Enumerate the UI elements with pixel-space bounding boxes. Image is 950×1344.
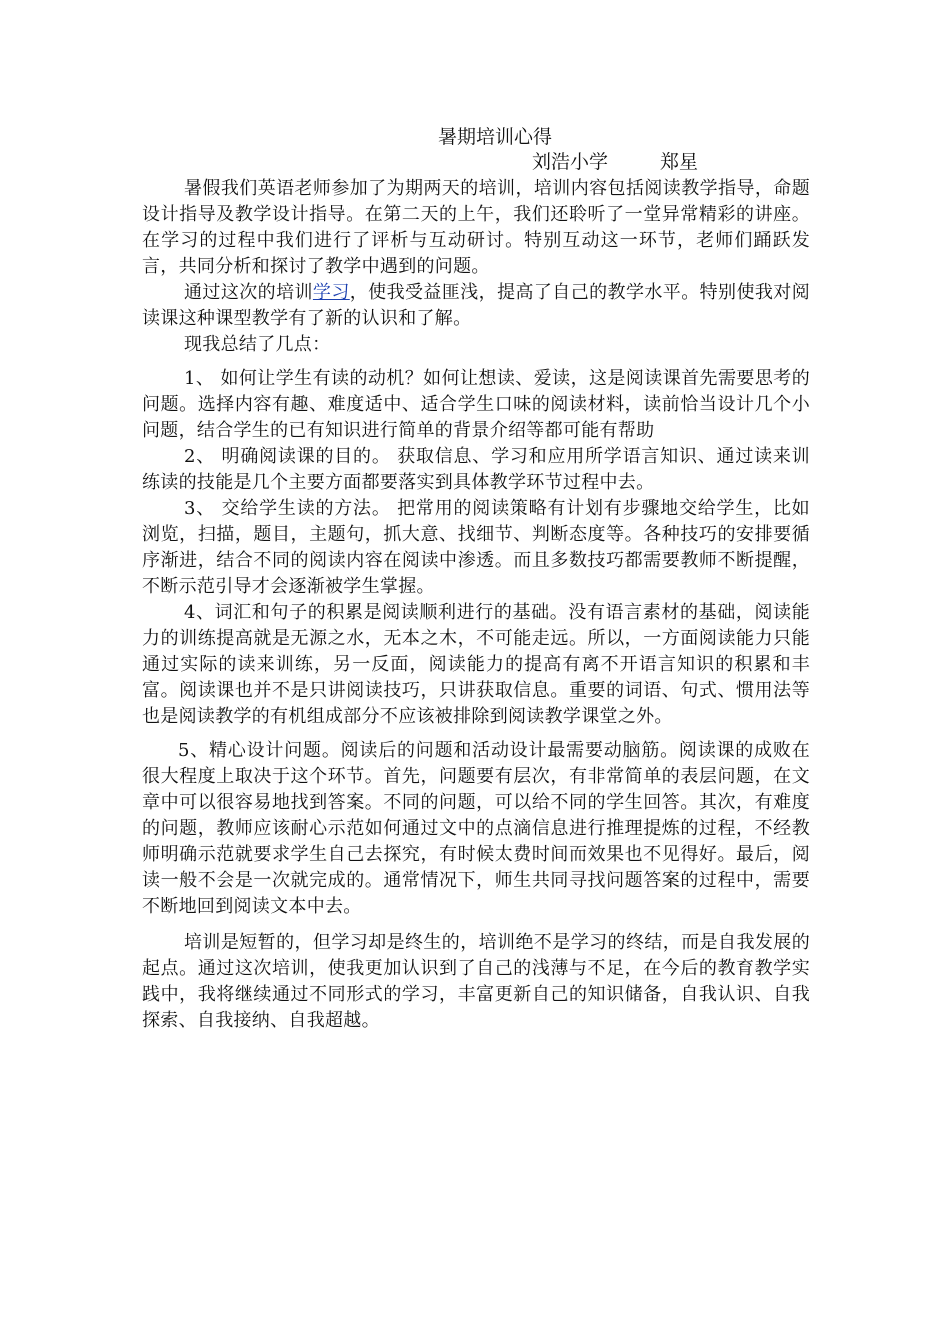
paragraph-training	[142, 280, 810, 332]
paragraph-intro: 暑假我们英语老师参加了为期两天的培训，培训内容包括阅读教学指导，命题设计指导及教学设计指导。在第二天的上午，我们还聆听了一堂异常精彩的讲座。在学习的过程中我们进行了评析与互动研讨。特别互动这一环节，老师们踊跃发言，共同分析和探讨了教学中遇到的问题。	[142, 178, 810, 277]
point-5: 5、精心设计问题。阅读后的问题和活动设计最需要动脑筋。阅读课的成败在很大程度上取决于这个环节。首先，问题要有层次，有非常简单的表层问题，在文章中可以很容易地找到答案。不同的问题，可以给不同的学生回答。其次，有难度的问题，教师应该耐心示范如何通过文中的点滴信息进行推理提炼的过程，不经教师明确示范就要求学生自己去探究，有时候太费时间而效果也不见得好。最后，阅读一般不会是一次就完成的。通常情况下，师生共同寻找问题答案的过程中，需要不断地回到阅读文本中去。	[142, 740, 810, 917]
document-body	[142, 176, 810, 1034]
paragraph-summary-intro: 现我总结了几点：	[184, 334, 331, 355]
paragraph-training-end: ，使我受益匪浅，提高了自己的教学水平。特别使我对阅读课这种课型教学有了新的认识和了解。	[142, 282, 810, 329]
author-name: 郑星	[660, 151, 699, 173]
point-2: 2、 明确阅读课的目的。 获取信息、学习和应用所学语言知识、通过读来训练读的技能是几个主要方面都要落实到具体教学环节过程中去。	[142, 446, 810, 493]
point-4: 4、词汇和句子的积累是阅读顺利进行的基础。没有语言素材的基础，阅读能力的训练提高就是无源之水，无本之木，不可能走远。所以，一方面阅读能力只能通过实际的读来训练，另一反面，阅读能力的提高有离不开语言知识的积累和丰富。阅读课也并不是只讲阅读技巧，只讲获取信息。重要的词语、句式、惯用法等也是阅读教学的有机组成部分不应该被排除到阅读教学课堂之外。	[142, 602, 810, 727]
school-name: 刘浩小学	[532, 151, 609, 173]
point-1: 1、 如何让学生有读的动机？如何让想读、爱读，这是阅读课首先需要思考的问题。选择内容有趣、难度适中、适合学生口味的阅读材料，读前恰当设计几个小问题，结合学生的已有知识进行简单的背景介绍等都可能有帮助	[142, 368, 810, 441]
point-3: 3、 交给学生读的方法。 把常用的阅读策略有计划有步骤地交给学生，比如浏览，扫描，题目，主题句，抓大意、找细节、判断态度等。各种技巧的安排要循序渐进，结合不同的阅读内容在阅读中渗透。而且多数技巧都需要教师不断提醒，不断示范引导才会逐渐被学生掌握。	[142, 498, 810, 597]
paragraph-training-start: 通过这次的培训	[184, 282, 313, 303]
document-title: 暑期培训心得	[438, 126, 553, 148]
paragraph-conclusion: 培训是短暂的，但学习却是终生的，培训绝不是学习的终结，而是自我发展的起点。通过这次培训，使我更加认识到了自己的浅薄与不足，在今后的教育教学实践中，我将继续通过不同形式的学习，丰富更新自己的知识储备，自我认识、自我探索、自我接纳、自我超越。	[142, 932, 810, 1031]
study-link[interactable]: 学习	[312, 282, 350, 303]
byline	[532, 151, 698, 173]
